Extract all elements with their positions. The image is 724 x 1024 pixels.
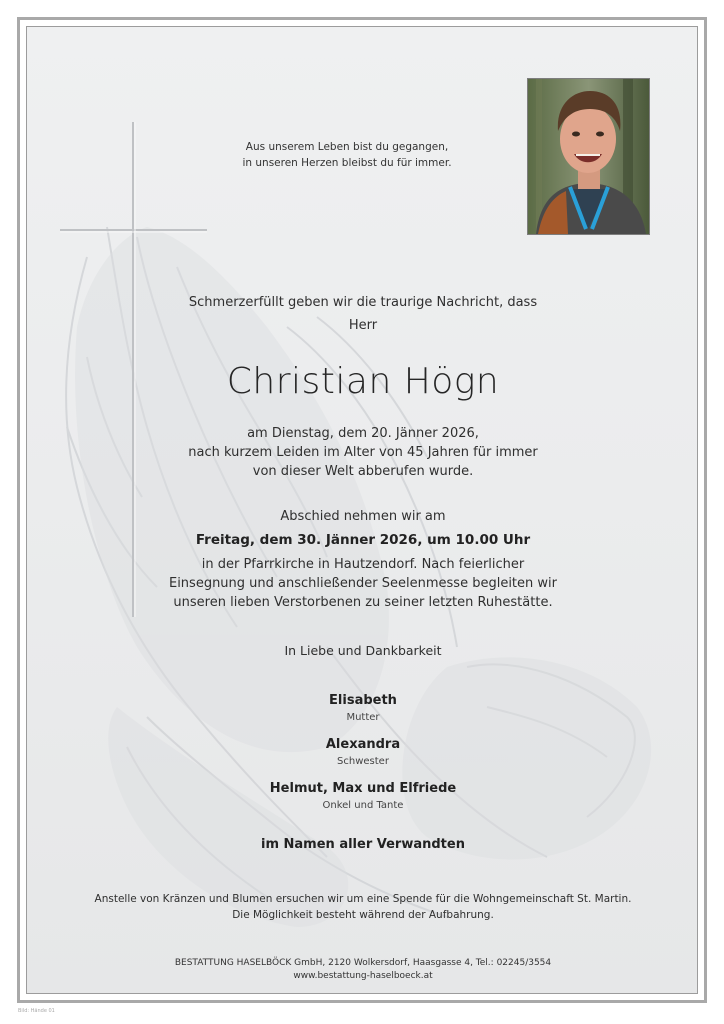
farewell-line: in der Pfarrkirche in Hautzendorf. Nach feierlicher — [201, 557, 525, 572]
donation-note — [27, 891, 698, 923]
quote-line: Aus unserem Leben bist du gegangen, — [245, 141, 449, 153]
donation-line: Die Möglichkeit besteht während der Aufbahrung. — [232, 909, 494, 921]
announcement-line: Schmerzerfüllt geben wir die traurige Nachricht, dass — [188, 295, 538, 310]
death-info-line: nach kurzem Leiden im Alter von 45 Jahren für immer — [188, 445, 538, 460]
relatives-line: im Namen aller Verwandten — [261, 837, 465, 852]
farewell-line: unseren lieben Verstorbenen zu seiner letzten Ruhestätte. — [173, 595, 553, 610]
salutation: Herr — [348, 318, 378, 333]
funeral-home-footer — [27, 957, 698, 983]
announcement — [27, 293, 698, 335]
farewell-intro: Abschied nehmen wir am — [280, 509, 446, 524]
portrait-photo — [527, 78, 650, 235]
mourner-relation: Schwester — [337, 756, 389, 767]
death-info-line: von dieser Welt abberufen wurde. — [252, 464, 474, 479]
donation-line: Anstelle von Kränzen und Blumen ersuchen wir um eine Spende für die Wohngemeinschaft St. Martin. — [94, 893, 632, 905]
deceased-name: Christian Högn — [226, 361, 500, 402]
quote-line: in unseren Herzen bleibst du für immer. — [242, 157, 452, 169]
mourner-name: Alexandra — [325, 737, 401, 752]
mourner-name: Elisabeth — [329, 693, 397, 708]
death-info — [27, 424, 698, 481]
mourner-relation: Onkel und Tante — [322, 800, 404, 811]
farewell-details — [27, 555, 698, 612]
closing-line: In Liebe und Dankbarkeit — [284, 643, 442, 658]
corner-code: Bild: Hände 01 — [18, 1008, 55, 1014]
footer-website: www.bestattung-haselboeck.at — [293, 971, 433, 981]
death-info-line: am Dienstag, dem 20. Jänner 2026, — [247, 426, 479, 441]
obituary-card — [26, 26, 698, 994]
footer-address: BESTATTUNG HASELBÖCK GmbH, 2120 Wolkersdorf, Haasgasse 4, Tel.: 02245/3554 — [174, 958, 552, 968]
quote — [157, 139, 537, 171]
mourner-relation: Mutter — [346, 712, 380, 723]
mourner-name: Helmut, Max und Elfriede — [269, 781, 457, 796]
farewell-date: Freitag, dem 30. Jänner 2026, um 10.00 Uhr — [195, 532, 531, 548]
farewell-line: Einsegnung und anschließender Seelenmesse begleiten wir — [168, 576, 557, 591]
